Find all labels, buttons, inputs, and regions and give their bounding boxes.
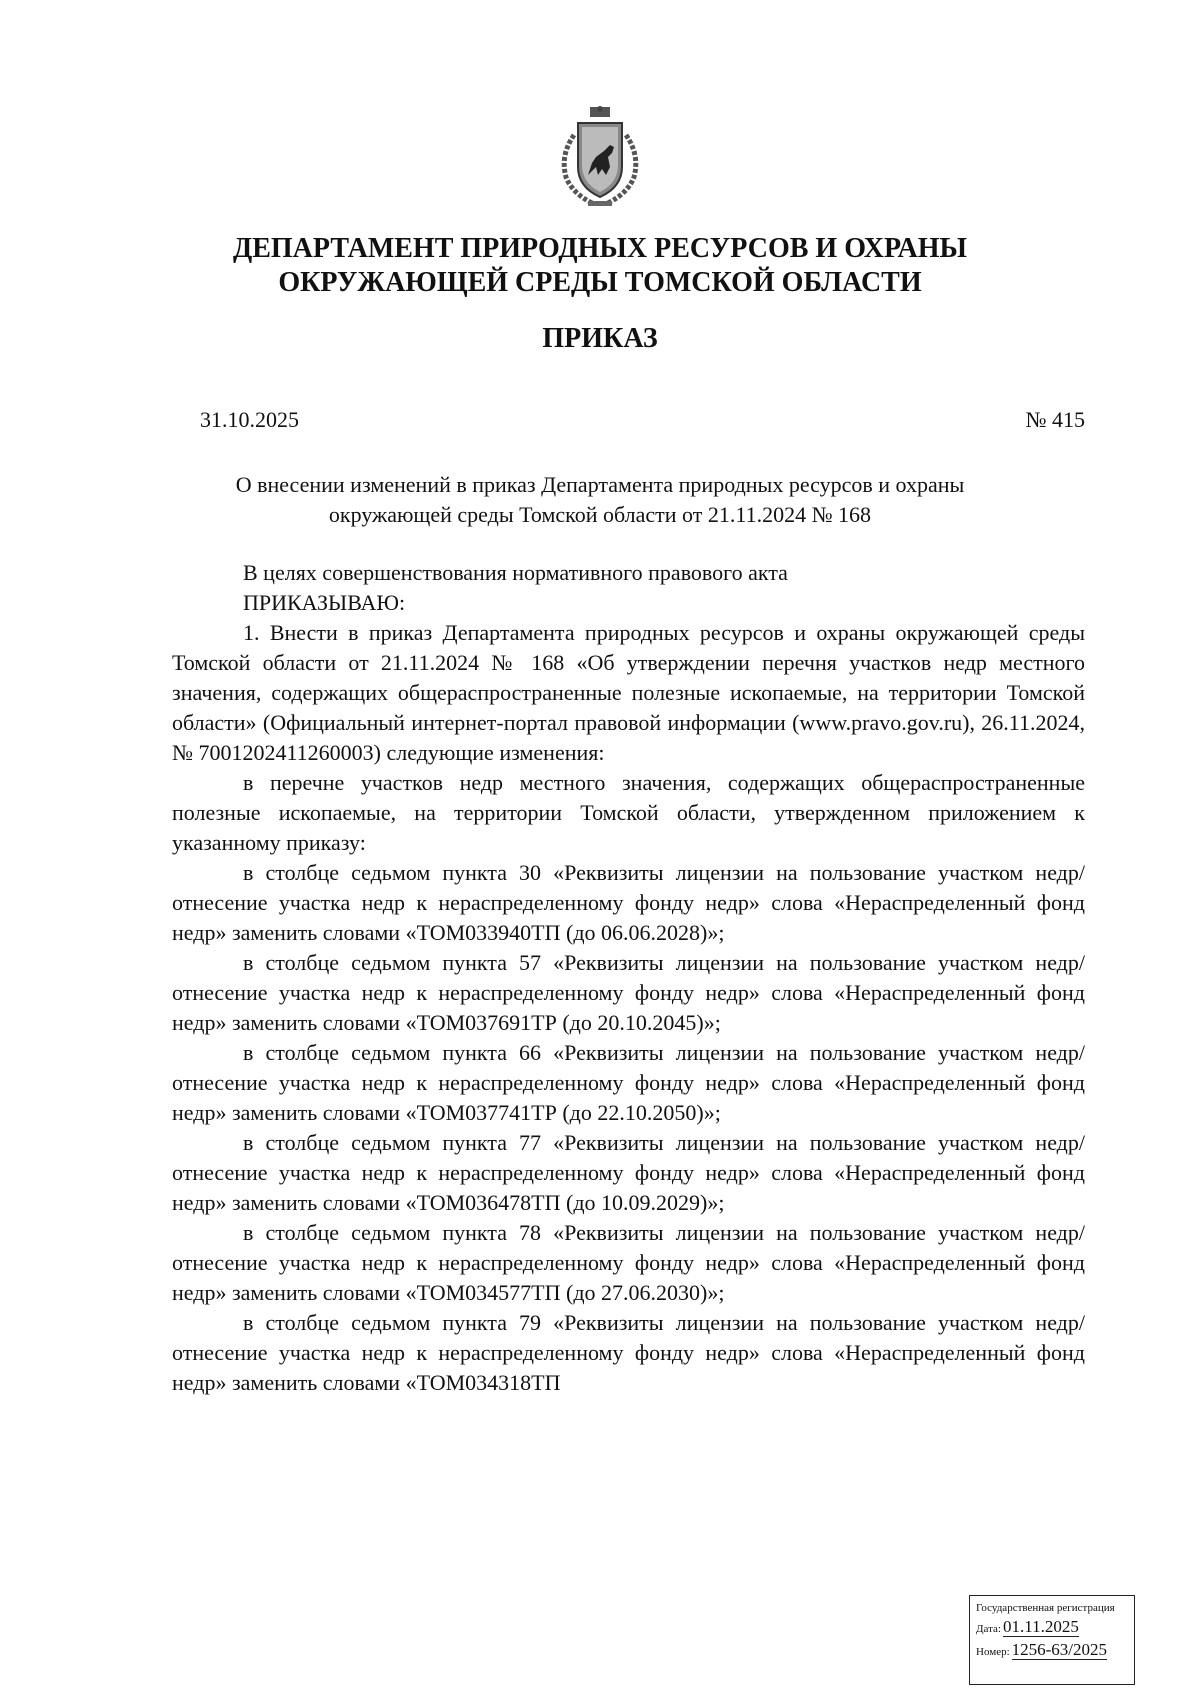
tomsk-coat-of-arms-icon <box>552 105 648 209</box>
registration-date-value: 01.11.2025 <box>1002 1617 1079 1636</box>
registration-stamp <box>969 1595 1135 1685</box>
order-subject-line1: О внесении изменений в приказ Департамента природных ресурсов и охраны <box>235 472 965 497</box>
body-paragraph: В целях совершенствования нормативного правового акта <box>243 560 788 585</box>
body-paragraph: в столбце седьмом пункта 30 «Реквизиты лицензии на пользование участком недр/отнесение участка недр к нераспределенному фонду недр» слова «Нераспределенный фонд недр» заменить словами «ТОМ033940ТП (до 06.06.2028)»; <box>172 860 1085 945</box>
order-date: 31.10.2025 <box>200 407 299 432</box>
body-paragraph: в столбце седьмом пункта 78 «Реквизиты лицензии на пользование участком недр/отнесение участка недр к нераспределенному фонду недр» слова «Нераспределенный фонд недр» заменить словами «ТОМ034577ТП (до 27.06.2030)»; <box>172 1220 1085 1305</box>
registration-date-label: Дата: <box>976 1623 1001 1635</box>
registration-number-value: 1256-63/2025 <box>1011 1640 1108 1659</box>
department-title-line1: ДЕПАРТАМЕНТ ПРИРОДНЫХ РЕСУРСОВ И ОХРАНЫ <box>232 233 968 264</box>
department-title <box>150 232 1050 300</box>
body-paragraph: ПРИКАЗЫВАЮ: <box>243 590 406 615</box>
order-subject <box>170 470 1030 530</box>
department-title-line2: ОКРУЖАЮЩЕЙ СРЕДЫ ТОМСКОЙ ОБЛАСТИ <box>278 267 922 298</box>
body-paragraph: в столбце седьмом пункта 77 «Реквизиты лицензии на пользование участком недр/отнесение участка недр к нераспределенному фонду недр» слова «Нераспределенный фонд недр» заменить словами «ТОМ036478ТП (до 10.09.2029)»; <box>172 1130 1085 1215</box>
document-type-title: ПРИКАЗ <box>542 323 658 354</box>
order-number: № 415 <box>1025 407 1085 432</box>
order-subject-line2: окружающей среды Томской области от 21.11.2024 № 168 <box>328 502 872 527</box>
order-body <box>172 558 1085 1398</box>
body-paragraph: в перечне участков недр местного значения, содержащих общераспространенные полезные ископаемые, на территории Томской области, утвержденном приложением к указанному приказу: <box>172 770 1085 855</box>
body-paragraph: в столбце седьмом пункта 66 «Реквизиты лицензии на пользование участком недр/отнесение участка недр к нераспределенному фонду недр» слова «Нераспределенный фонд недр» заменить словами «ТОМ037741ТР (до 22.10.2050)»; <box>172 1040 1085 1125</box>
registration-stamp-caption: Государственная регистрация <box>976 1602 1115 1614</box>
body-paragraph: в столбце седьмом пункта 57 «Реквизиты лицензии на пользование участком недр/отнесение участка недр к нераспределенному фонду недр» слова «Нераспределенный фонд недр» заменить словами «ТОМ037691ТР (до 20.10.2045)»; <box>172 950 1085 1035</box>
registration-number-label: Номер: <box>976 1646 1010 1658</box>
body-paragraph: 1. Внести в приказ Департамента природных ресурсов и охраны окружающей среды Томской области от 21.11.2024 № 168 «Об утверждении перечня участков недр местного значения, содержащих общераспространенные полезные ископаемые, на территории Томской области» (Официальный интернет-портал правовой информации (www.pravo.gov.ru), 26.11.2024, № 7001202411260003) следующие изменения: <box>172 620 1085 765</box>
body-paragraph: в столбце седьмом пункта 79 «Реквизиты лицензии на пользование участком недр/отнесение участка недр к нераспределенному фонду недр» слова «Нераспределенный фонд недр» заменить словами «ТОМ034318ТП <box>172 1310 1085 1395</box>
